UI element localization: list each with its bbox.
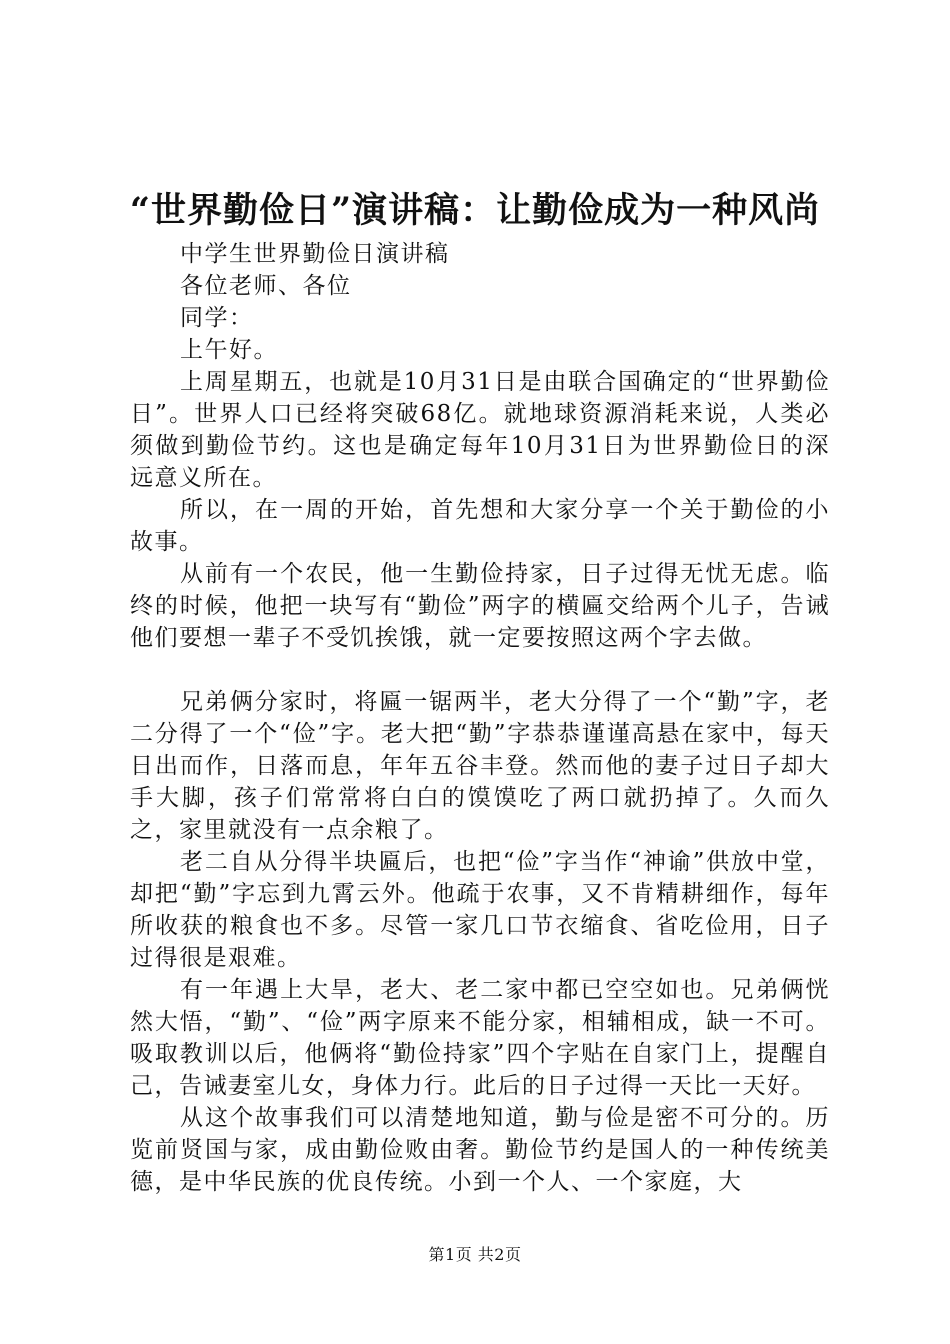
paragraph-story-brothers: 兄弟俩分家时，将匾一锯两半，老大分得了一个“勤”字，老二分得了一个“俭”字。老大把“勤”字恭恭谨谨高悬在家中，每天日出而作，日落而息，年年五谷丰登。然而他的妻子过日子却大手大脚，孩子们常常将白白的馍馍吃了两口就扔掉了。久而久之，家里就没有一点余粮了。 [130,689,830,843]
paragraph-intro: 上周星期五，也就是10月31日是由联合国确定的“世界勤俭日”。世界人口已经将突破68亿。就地球资源消耗来说，人类必须做到勤俭节约。这也是确定每年10月31日为世界勤俭日的深远意义所在。 [130,369,830,491]
paragraph-subtitle: 中学生世界勤俭日演讲稿 [180,241,450,267]
page-number: 第1页 共2页 [428,1245,522,1264]
document-title: “世界勤俭日”演讲稿：让勤俭成为一种风尚 [129,190,821,231]
paragraph-story-farmer: 从前有一个农民，他一生勤俭持家，日子过得无忧无虑。临终的时候，他把一块写有“勤俭”两字的横匾交给两个儿子，告诫他们要想一辈子不受饥挨饿，就一定要按照这两个字去做。 [130,561,830,651]
paragraph-salutation-1: 各位老师、各位 [180,273,352,299]
paragraph-conclusion: 从这个故事我们可以清楚地知道，勤与俭是密不可分的。历览前贤国与家，成由勤俭败由奢。勤俭节约是国人的一种传统美德，是中华民族的优良传统。小到一个人、一个家庭，大 [130,1105,830,1195]
paragraph-salutation-2: 同学： [180,305,254,331]
paragraph-gap [130,654,830,686]
paragraph-greeting: 上午好。 [180,337,278,363]
paragraph-story-lead: 所以，在一周的开始，首先想和大家分享一个关于勤俭的小故事。 [130,497,830,555]
paragraph-story-drought: 有一年遇上大旱，老大、老二家中都已空空如也。兄弟俩恍然大悟，“勤”、“俭”两字原来不能分家，相辅相成，缺一不可。吸取教训以后，他俩将“勤俭持家”四个字贴在自家门上，提醒自己，告诫妻室儿女，身体力行。此后的日子过得一天比一天好。 [130,977,830,1099]
paragraph-story-second-brother: 老二自从分得半块匾后，也把“俭”字当作“神谕”供放中堂，却把“勤”字忘到九霄云外。他疏于农事，又不肯精耕细作，每年所收获的粮食也不多。尽管一家几口节衣缩食、省吃俭用，日子过得很是艰难。 [130,849,830,971]
document-body [130,238,830,1198]
